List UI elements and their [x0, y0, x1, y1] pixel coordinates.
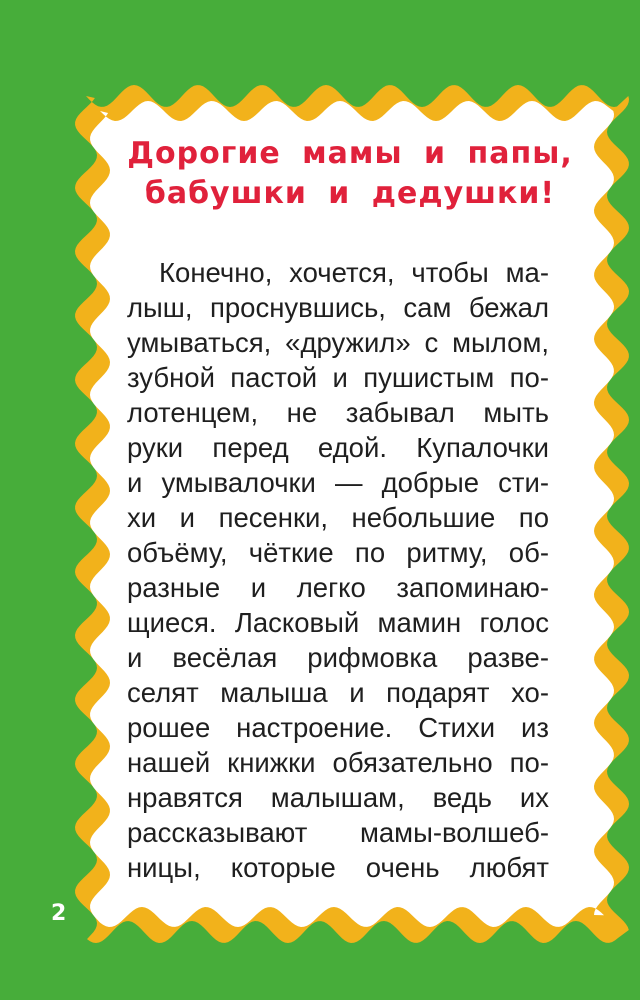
page-number: 2	[51, 901, 67, 926]
body-line: разные и легко запоминаю-	[127, 572, 549, 603]
body-line: и умывалочки — добрые сти-	[127, 467, 549, 498]
heading-line-1: Дорогие мамы и папы,	[127, 136, 573, 171]
body-line: хи и песенки, небольшие по	[127, 502, 549, 533]
body-line: руки перед едой. Купалочки	[127, 432, 549, 463]
body-line: щиеся. Ласковый мамин голос	[127, 607, 549, 638]
body-line: рошее настроение. Стихи из	[127, 712, 549, 743]
body-line: нашей книжки обязательно по-	[127, 747, 549, 778]
body-line: лотенцем, не забывал мыть	[127, 397, 549, 428]
body-line: объёму, чёткие по ритму, об-	[127, 537, 549, 568]
body-line: Конечно, хочется, чтобы ма-	[159, 257, 549, 288]
body-line: селят малыша и подарят хо-	[127, 677, 549, 708]
body-line: лыш, проснувшись, сам бежал	[127, 292, 549, 323]
body-line: ницы, которые очень любят	[127, 852, 549, 883]
body-line: умываться, «дружил» с мылом,	[127, 327, 549, 358]
body-line: рассказывают мамы-волшеб-	[127, 817, 549, 848]
body-line: нравятся малышам, ведь их	[127, 782, 549, 813]
body-line: зубной пастой и пушистым по-	[127, 362, 549, 393]
body-line: и весёлая рифмовка разве-	[127, 642, 549, 673]
heading-line-2: бабушки и дедушки!	[144, 176, 556, 211]
